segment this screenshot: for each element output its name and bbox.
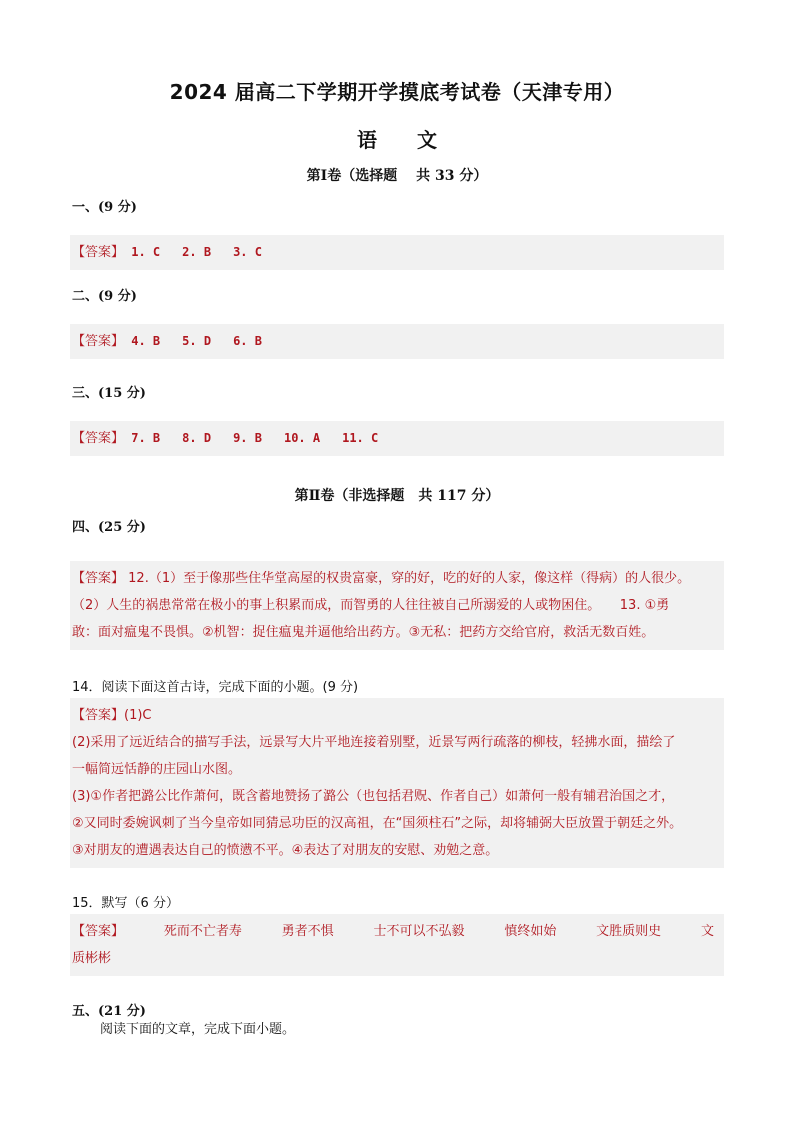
q15-label: 15．默写（6 分）	[72, 896, 179, 911]
section1-answer: 【答案】 1. C 2. B 3. C	[70, 235, 724, 270]
part2-title: 第Ⅱ卷（非选择题 共 117 分）	[294, 488, 500, 504]
section3-label: 三、(15 分)	[72, 386, 146, 401]
section4-answer: 【答案】 12.（1）至于像那些住华堂高屋的权贵富豪，穿的好，吃的好的人家，像这样（得病）的人很少。 （2）人生的祸患常常在极小的事上积累而成，而智勇的人往往被自己所溺爱的人或物困住。 13. ①勇 敢：面对瘟鬼不畏惧。②机智：捉住瘟鬼并逼他给出药方。③无私：把药方交给官府，救活无数百姓。	[70, 561, 724, 650]
q14-answer: 【答案】(1)C (2)采用了远近结合的描写手法，远景写大片平地连接着别墅，近景写两行疏落的柳枝，轻拂水面，描绘了 一幅简远恬静的庄园山水图。 (3)①作者把潞公比作萧何，既含蓄地赞扬了潞公（也包括君贶、作者自己）如萧何一般有辅君治国之才， ②又同时委婉讽刺了当今皇帝如同猜忌功臣的汉高祖，在“国须柱石”之际，却将辅弼大臣放置于朝廷之外。 ③对朋友的遭遇表达自己的愤懑不平。④表达了对朋友的安慰、劝勉之意。	[70, 698, 724, 868]
section4-label: 四、(25 分)	[72, 520, 146, 535]
q14-label: 14．阅读下面这首古诗，完成下面的小题。(9 分)	[72, 680, 359, 695]
section5-label: 五、(21 分)	[72, 1004, 146, 1019]
subject-title: 语文	[357, 128, 477, 152]
part1-title: 第Ⅰ卷（选择题 共 33 分）	[306, 168, 488, 184]
section3-answer: 【答案】 7. B 8. D 9. B 10. A 11. C	[70, 421, 724, 456]
section2-label: 二、(9 分)	[72, 289, 137, 304]
section1-label: 一、(9 分)	[72, 200, 137, 215]
paper-title: 2024 届高二下学期开学摸底考试卷（天津专用）	[169, 80, 625, 104]
q15-answer: 【答案】 死而不亡者寿 勇者不惧 士不可以不弘毅 慎终如始 文胜质则史 文 质彬彬	[70, 914, 724, 976]
section2-answer: 【答案】 4. B 5. D 6. B	[70, 324, 724, 359]
section5-intro: 阅读下面的文章，完成下面小题。	[100, 1022, 296, 1037]
